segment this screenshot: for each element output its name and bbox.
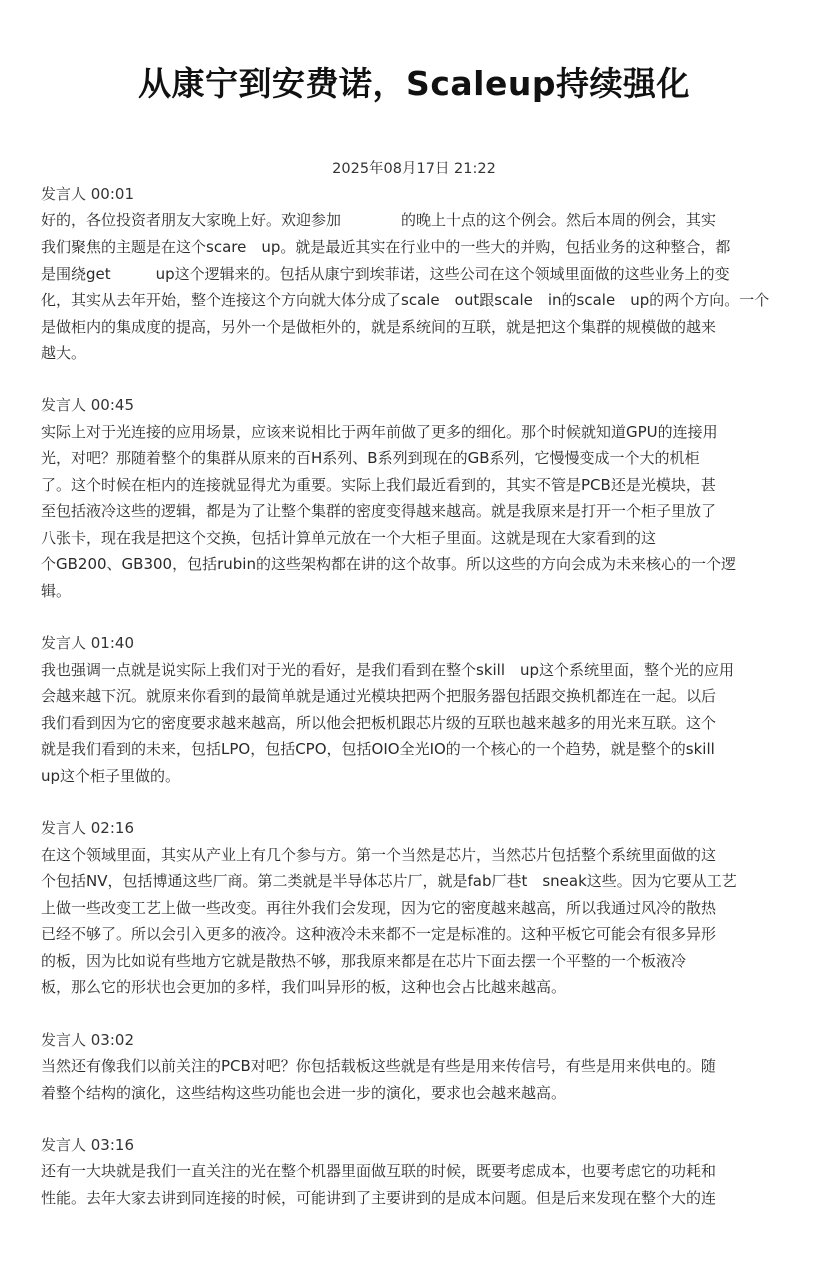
paragraph-line: 还有一大块就是我们一直关注的光在整个机器里面做互联的时候，既要考虑成本，也要考虑它的功耗和: [41, 1162, 717, 1180]
paragraph-line: 了。这个时候在柜内的连接就显得尤为重要。实际上我们最近看到的，其实不管是PCB还是光模块，甚: [41, 476, 716, 494]
paragraph-line: 是围绕get up这个逻辑来的。包括从康宁到埃菲诺，这些公司在这个领域里面做的这些业务上的变: [41, 265, 730, 283]
paragraph-line: 是做柜内的集成度的提高，另外一个是做柜外的，就是系统间的互联，就是把这个集群的规模做的越来: [41, 318, 717, 336]
speaker-label: 发言人 03:02: [41, 1031, 134, 1049]
publish-date: 2025年08月17日 21:22: [332, 161, 496, 177]
speaker-label: 发言人 02:16: [41, 819, 134, 837]
speaker-label: 发言人 03:16: [41, 1136, 134, 1154]
paragraph-line: 化，其实从去年开始，整个连接这个方向就大体分成了scale out跟scale in的scale up的两个方向。一个: [41, 291, 770, 309]
paragraph-line: 我们看到因为它的密度要求越来越高，所以他会把板机跟芯片级的互联也越来越多的用光来互联。这个: [41, 714, 717, 732]
paragraph-line: 当然还有像我们以前关注的PCB对吧？你包括载板这些就是有些是用来传信号，有些是用来供电的。随: [41, 1057, 716, 1075]
paragraph-line: 八张卡，现在我是把这个交换，包括计算单元放在一个大柜子里面。这就是现在大家看到的这: [41, 529, 657, 547]
paragraph-line: 着整个结构的演化，这些结构这些功能也会进一步的演化，要求也会越来越高。: [41, 1084, 567, 1102]
speaker-label: 发言人 00:45: [41, 396, 134, 414]
paragraph-line: 已经不够了。所以会引入更多的液冷。这种液冷未来都不一定是标准的。这种平板它可能会有很多异形: [41, 925, 717, 943]
paragraph-line: 的板，因为比如说有些地方它就是散热不够，那我原来都是在芯片下面去摆一个平整的一个板液冷: [41, 952, 687, 970]
paragraph-line: 个GB200、GB300，包括rubin的这些架构都在讲的这个故事。所以这些的方向会成为未来核心的一个逻: [41, 555, 736, 573]
page-title: 从康宁到安费诺，Scaleup持续强化: [138, 64, 690, 103]
paragraph-line: 辑。: [41, 582, 72, 600]
paragraph-line: 光，对吧？那随着整个的集群从原来的百H系列、B系列到现在的GB系列，它慢慢变成一个大的机柜: [41, 449, 700, 467]
speaker-label: 发言人 00:01: [41, 185, 134, 203]
paragraph-line: 性能。去年大家去讲到同连接的时候，可能讲到了主要讲到的是成本问题。但是后来发现在整个大的连: [41, 1189, 717, 1207]
paragraph-line: 好的，各位投资者朋友大家晚上好。欢迎参加 的晚上十点的这个例会。然后本周的例会，其实: [41, 211, 717, 229]
paragraph-line: 个包括NV，包括博通这些厂商。第二类就是半导体芯片厂，就是fab厂巷t sneak这些。因为它要从工艺: [41, 872, 737, 890]
paragraph-line: 会越来越下沉。就原来你看到的最简单就是通过光模块把两个把服务器包括跟交换机都连在一起。以后: [41, 687, 717, 705]
paragraph-line: 越大。: [41, 344, 87, 362]
paragraph-line: up这个柜子里做的。: [41, 767, 181, 785]
paragraph-line: 实际上对于光连接的应用场景，应该来说相比于两年前做了更多的细化。那个时候就知道GPU的连接用: [41, 423, 718, 441]
paragraph-line: 至包括液冷这些的逻辑，都是为了让整个集群的密度变得越来越高。就是我原来是打开一个柜子里放了: [41, 502, 717, 520]
speaker-label: 发言人 01:40: [41, 634, 134, 652]
paragraph-line: 在这个领域里面，其实从产业上有几个参与方。第一个当然是芯片，当然芯片包括整个系统里面做的这: [41, 846, 717, 864]
paragraph-line: 我也强调一点就是说实际上我们对于光的看好，是我们看到在整个skill up这个系统里面，整个光的应用: [41, 661, 735, 679]
paragraph-line: 上做一些改变工艺上做一些改变。再往外我们会发现，因为它的密度越来越高，所以我通过风冷的散热: [41, 899, 717, 917]
paragraph-line: 就是我们看到的未来，包括LPO，包括CPO，包括OIO全光IO的一个核心的一个趋势，就是整个的skill: [41, 740, 715, 758]
paragraph-line: 板，那么它的形状也会更加的多样，我们叫异形的板，这种也会占比越来越高。: [41, 978, 567, 996]
paragraph-line: 我们聚焦的主题是在这个scare up。就是最近其实在行业中的一些大的并购，包括业务的这种整合，都: [41, 238, 731, 256]
